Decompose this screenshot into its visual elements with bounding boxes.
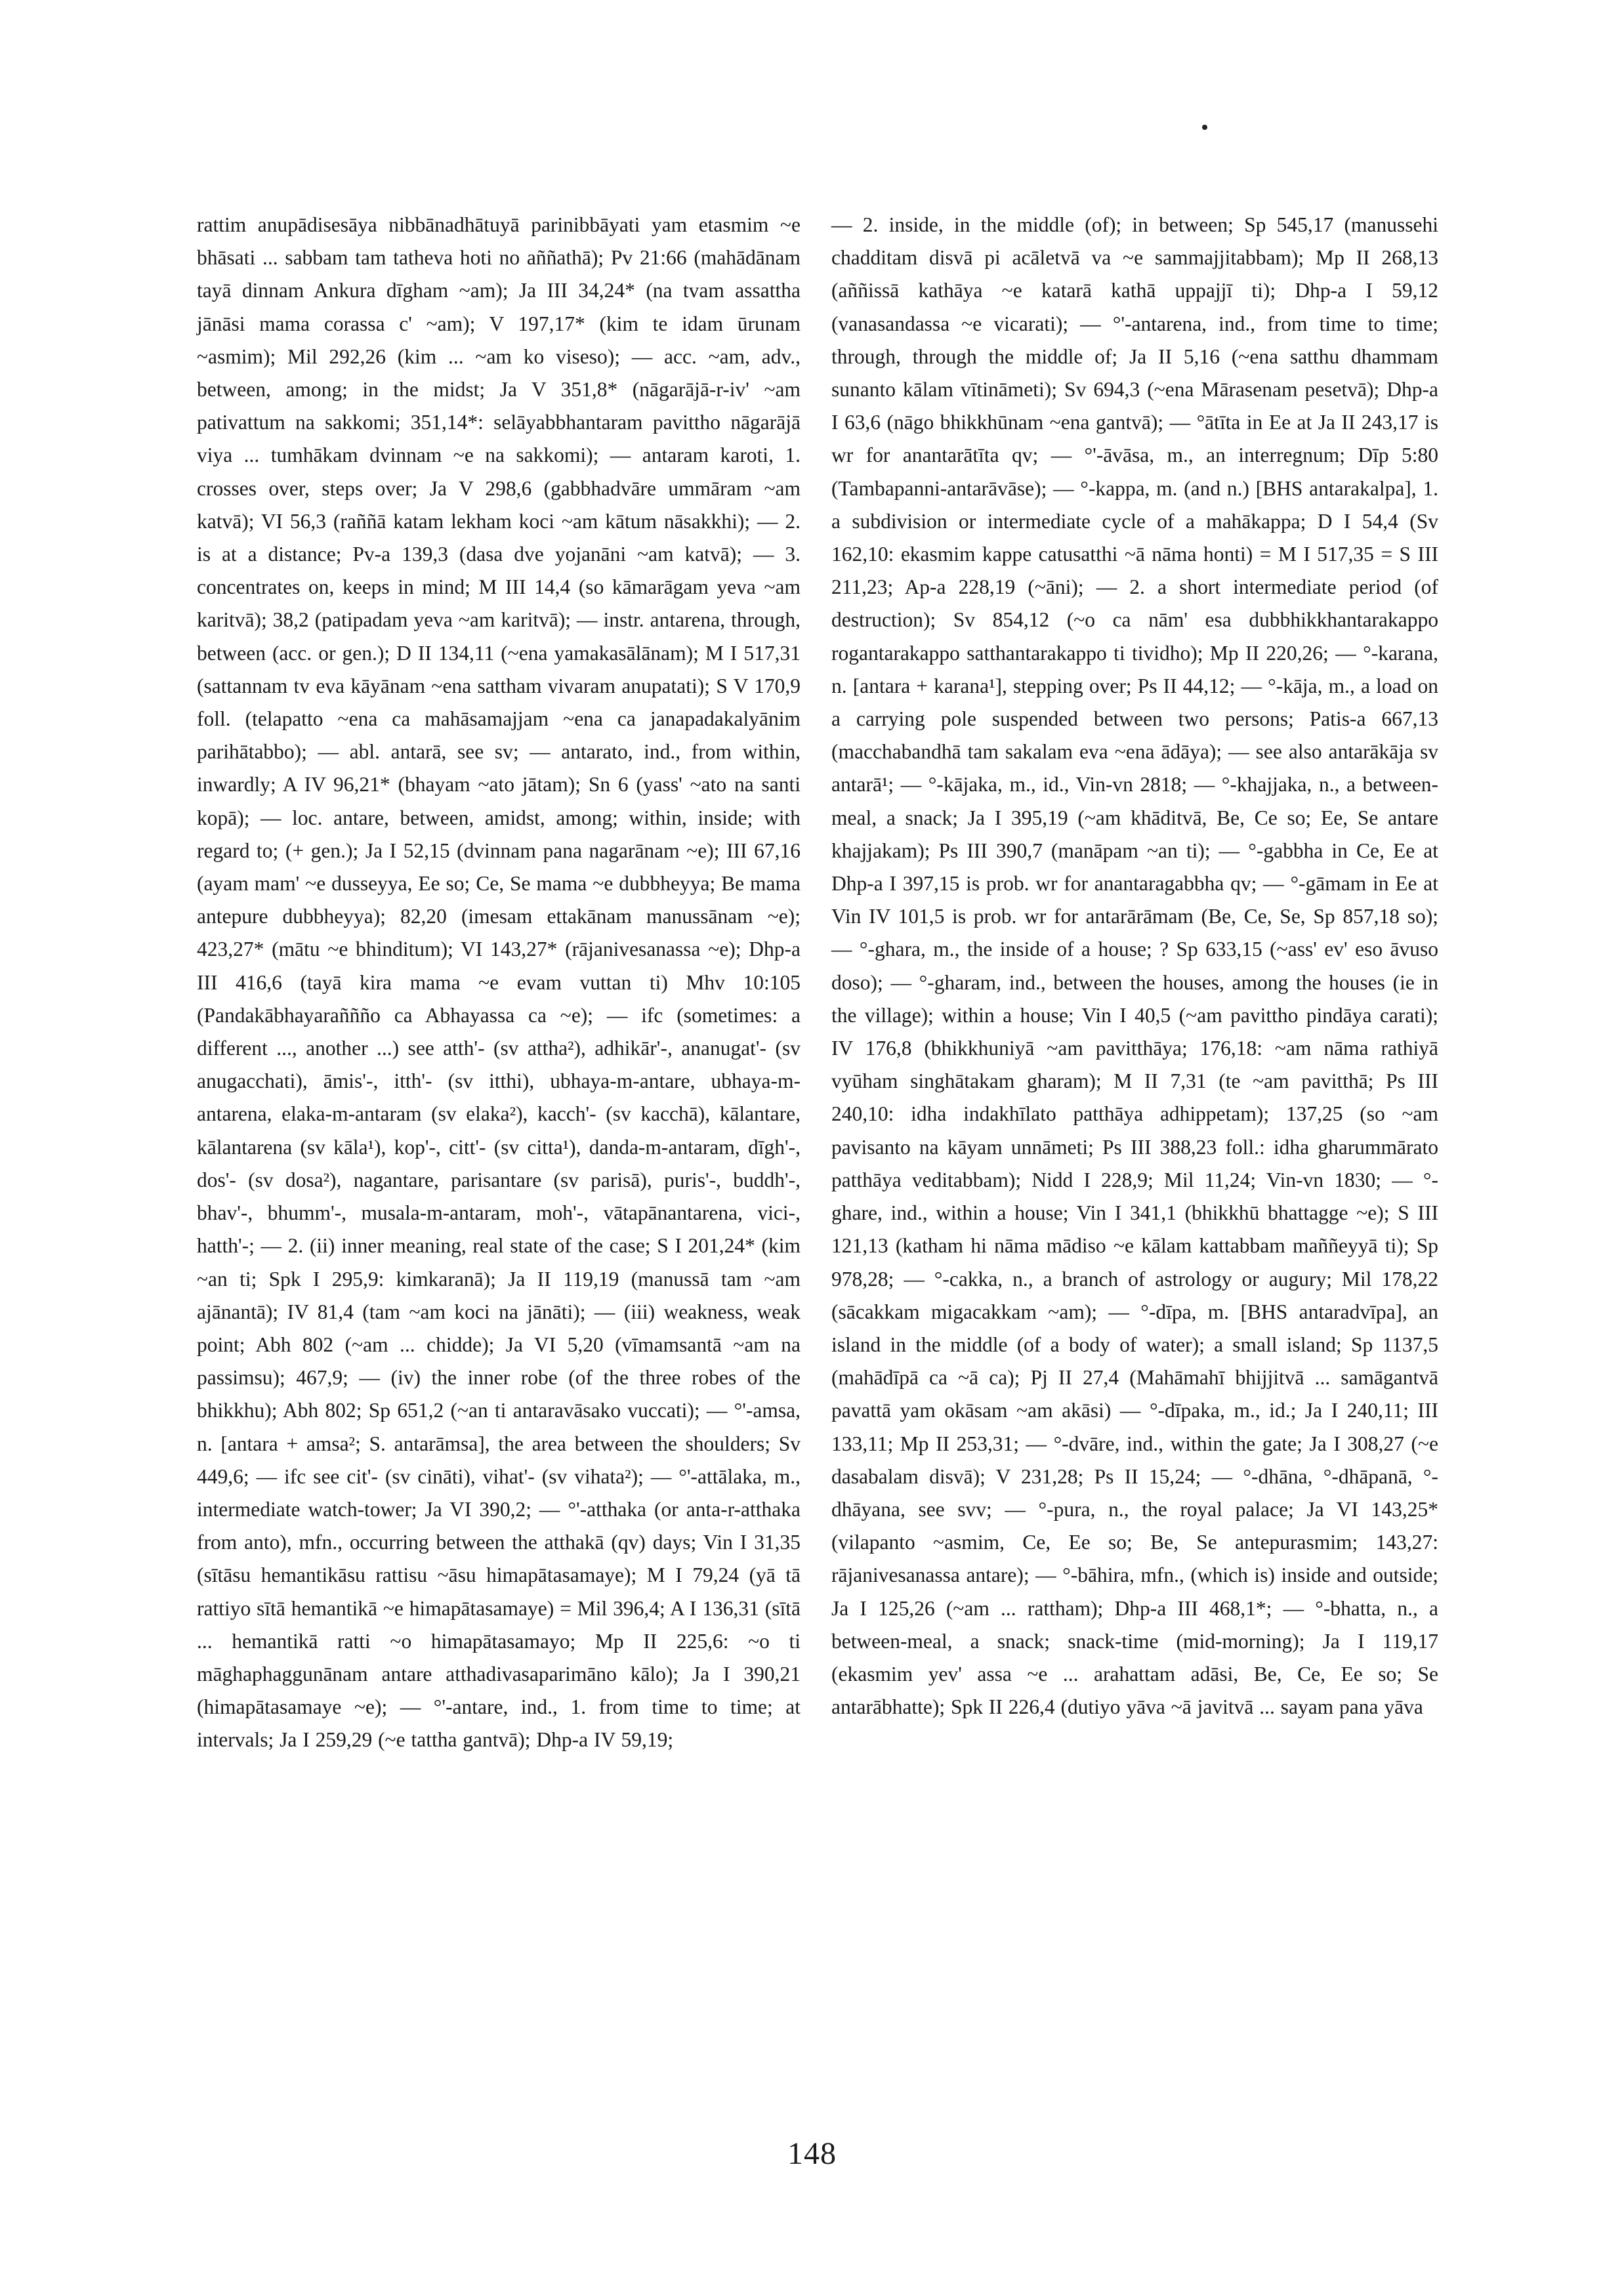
right-column — [831, 209, 1438, 1724]
right-column-text: — 2. inside, in the middle (of); in between; Sp 545,17 (manussehi chadditam disvā pi acāletvā va ~e sammajjitabbam); Mp II 268,13 (aññissā kathāya ~e katarā kathā uppajjī ti); Dhp-a I 59,12 (vanasandassa ~e vicarati); — °'-antarena, ind., from time to time; through, through the middle of; Ja II 5,16 (~ena satthu dhammam sunanto kālam vītināmeti); Sv 694,3 (~ena Mārasenam pesetvā); Dhp-a I 63,6 (nāgo bhikkhūnam ~ena gantvā); — °ātīta in Ee at Ja II 243,17 is wr for anantarātīta qv; — °'-āvāsa, m., an interregnum; Dīp 5:80 (Tambapanni-antarāvāse); — °-kappa, m. (and n.) [BHS antarakalpa], 1. a subdivision or intermediate cycle of a mahākappa; D I 54,4 (Sv 162,10: ekasmim kappe catusatthi ~ā nāma honti) = M I 517,35 = S III 211,23; Ap-a 228,19 (~āni); — 2. a short intermediate period (of destruction); Sv 854,12 (~o ca nām' esa dubbhikkhantarakappo rogantarakappo satthantarakappo ti tividho); Mp II 220,26; — °-karana, n. [antara + karana¹], stepping over; Ps II 44,12; — °-kāja, m., a load on a carrying pole suspended between two persons; Patis-a 667,13 (macchabandhā tam sakalam eva ~ena ādāya); — see also antarākāja sv antarā¹; — °-kājaka, m., id., Vin-vn 2818; — °-khajjaka, n., a between-meal, a snack; Ja I 395,19 (~am khāditvā, Be, Ce so; Ee, Se antare khajjakam); Ps III 390,7 (manāpam ~an ti); — °-gabbha in Ce, Ee at Dhp-a I 397,15 is prob. wr for anantaragabbha qv; — °-gāmam in Ee at Vin IV 101,5 is prob. wr for antarārāmam (Be, Ce, Se, Sp 857,18 so); — °-ghara, m., the inside of a house; ? Sp 633,15 (~ass' ev' eso āvuso doso); — °-gharam, ind., between the houses, among the houses (ie in the village); within a house; Vin I 40,5 (~am pavittho pindāya carati); IV 176,8 (bhikkhuniyā ~am pavitthāya; 176,18: ~am nāma rathiyā vyūham singhātakam gharam); M II 7,31 (te ~am pavitthā; Ps III 240,10: idha indakhīlato patthāya adhippetam); 137,25 (so ~am pavisanto na kāyam unnāmeti; Ps III 388,23 foll.: idha gharummārato patthāya veditabbam); Nidd I 228,9; Mil 11,24; Vin-vn 1830; — °-ghare, ind., within a house; Vin I 341,1 (bhikkhū bhattagge ~e); S III 121,13 (katham hi nāma mādiso ~e kālam kattabbam maññeyyā ti); Sp 978,28; — °-cakka, n., a branch of astrology or augury; Mil 178,22 (sācakkam migacakkam ~am); — °-dīpa, m. [BHS antaradvīpa], an island in the middle (of a body of water); a small island; Sp 1137,5 (mahādīpā ca ~ā ca); Pj II 27,4 (Mahāmahī bhijjitvā ... samāgantvā pavattā yam okāsam ~am akāsi) — °-dīpaka, m., id.; Ja I 240,11; III 133,11; Mp II 253,31; — °-dvāre, ind., within the gate; Ja I 308,27 (~e dasabalam disvā); V 231,28; Ps II 15,24; — °-dhāna, °-dhāpanā, °-dhāyana, see svv; — °-pura, n., the royal palace; Ja VI 143,25* (vilapanto ~asmim, Ce, Ee so; Be, Se antepurasmim; 143,27: rājanivesanassa antare); — °-bāhira, mfn., (which is) inside and outside; Ja I 125,26 (~am ... rattham); Dhp-a III 468,1*; — °-bhatta, n., a between-meal, a snack; snack-time (mid-morning); Ja I 119,17 (ekasmim yev' assa ~e ... arahattam adāsi, Be, Ce, Ee so; Se antarābhatte); Spk II 226,4 (dutiyo yāva ~ā javitvā ... sayam pana yāva — [831, 213, 1438, 1719]
page-number: 148 — [787, 2136, 837, 2171]
left-column-text: rattim anupādisesāya nibbānadhātuyā parinibbāyati yam etasmim ~e bhāsati ... sabbam tam tatheva hoti no aññathā); Pv 21:66 (mahādānam tayā dinnam Ankura dīgham ~am); Ja III 34,24* (na tvam assattha jānāsi mama corassa c' ~am); V 197,17* (kim te idam ūrunam ~asmim); Mil 292,26 (kim ... ~am ko viseso); — acc. ~am, adv., between, among; in the midst; Ja V 351,8* (nāgarājā-r-iv' ~am pativattum na sakkomi; 351,14*: selāyabbhantaram pavittho nāgarājā viya ... tumhākam dvinnam ~e na sakkomi); — antaram karoti, 1. crosses over, steps over; Ja V 298,6 (gabbhadvāre ummāram ~am katvā); VI 56,3 (raññā katam lekham koci ~am kātum nāsakkhi); — 2. is at a distance; Pv-a 139,3 (dasa dve yojanāni ~am katvā); — 3. concentrates on, keeps in mind; M III 14,4 (so kāmarāgam yeva ~am karitvā); 38,2 (patipadam yeva ~am karitvā); — instr. antarena, through, between (acc. or gen.); D II 134,11 (~ena yamakasālānam); M I 517,31 (sattannam tv eva kāyānam ~ena sattham vivaram anupatati); S V 170,9 foll. (telapatto ~ena ca mahāsamajjam ~ena ca janapadakalyānim parihātabbo); — abl. antarā, see sv; — antarato, ind., from within, inwardly; A IV 96,21* (bhayam ~ato jātam); Sn 6 (yass' ~ato na santi kopā); — loc. antare, between, amidst, among; within, inside; with regard to; (+ gen.); Ja I 52,15 (dvinnam pana nagarānam ~e); III 67,16 (ayam mam' ~e dusseyya, Ee so; Ce, Se mama ~e dubbheyya; Be mama antepure dubbheyya); 82,20 (imesam ettakānam manussānam ~e); 423,27* (mātu ~e bhinditum); VI 143,27* (rājanivesanassa ~e); Dhp-a III 416,6 (tayā kira mama ~e evam vuttan ti) Mhv 10:105 (Pandakābhayaraññño ca Abhayassa ca ~e); — ifc (sometimes: a different ..., another ...) see atth'- (sv attha²), adhikār'-, ananugat'- (sv anugacchati), āmis'-, itth'- (sv itthi), ubhaya-m-antare, ubhaya-m-antarena, elaka-m-antaram (sv elaka²), kacch'- (sv kacchā), kālantare, kālantarena (sv kāla¹), kop'-, citt'- (sv citta¹), danda-m-antaram, dīgh'-, dos'- (sv dosa²), nagantare, parisantare (sv parisā), puris'-, buddh'-, bhav'-, bhumm'-, musala-m-antaram, moh'-, vātapānantarena, vici-, hatth'-; — 2. (ii) inner meaning, real state of the case; S I 201,24* (kim ~an ti; Spk I 295,9: kimkaranā); Ja II 119,19 (manussā tam ~am ajānantā); IV 81,4 (tam ~am koci na jānāti); — (iii) weakness, weak point; Abh 802 (~am ... chidde); Ja VI 5,20 (vīmamsantā ~am na passimsu); 467,9; — (iv) the inner robe (of the three robes of the bhikkhu); Abh 802; Sp 651,2 (~an ti antaravāsako vuccati); — °'-amsa, n. [antara + amsa²; S. antarāmsa], the area between the shoulders; Sv 449,6; — ifc see cit'- (sv cināti), vihat'- (sv vihata²); — °'-attālaka, m., intermediate watch-tower; Ja VI 390,2; — °'-atthaka (or anta-r-atthaka from anto), mfn., occurring between the atthakā (qv) days; Vin I 31,35 (sītāsu hemantikāsu rattisu ~āsu himapātasamaye); M I 79,24 (yā tā rattiyo sītā hemantikā ~e himapātasamaye) = Mil 396,4; A I 136,31 (sītā ... hemantikā ratti ~o himapātasamayo; Mp II 225,6: ~o ti māghaphaggunānam antare atthadivasaparimāno kālo); Ja I 390,21 (himapātasamaye ~e); — °'-antare, ind., 1. from time to time; at intervals; Ja I 259,29 (~e tattha gantvā); Dhp-a IV 59,19; — [197, 213, 801, 1752]
left-column — [197, 209, 801, 1757]
ink-dot-mark — [1202, 125, 1207, 130]
